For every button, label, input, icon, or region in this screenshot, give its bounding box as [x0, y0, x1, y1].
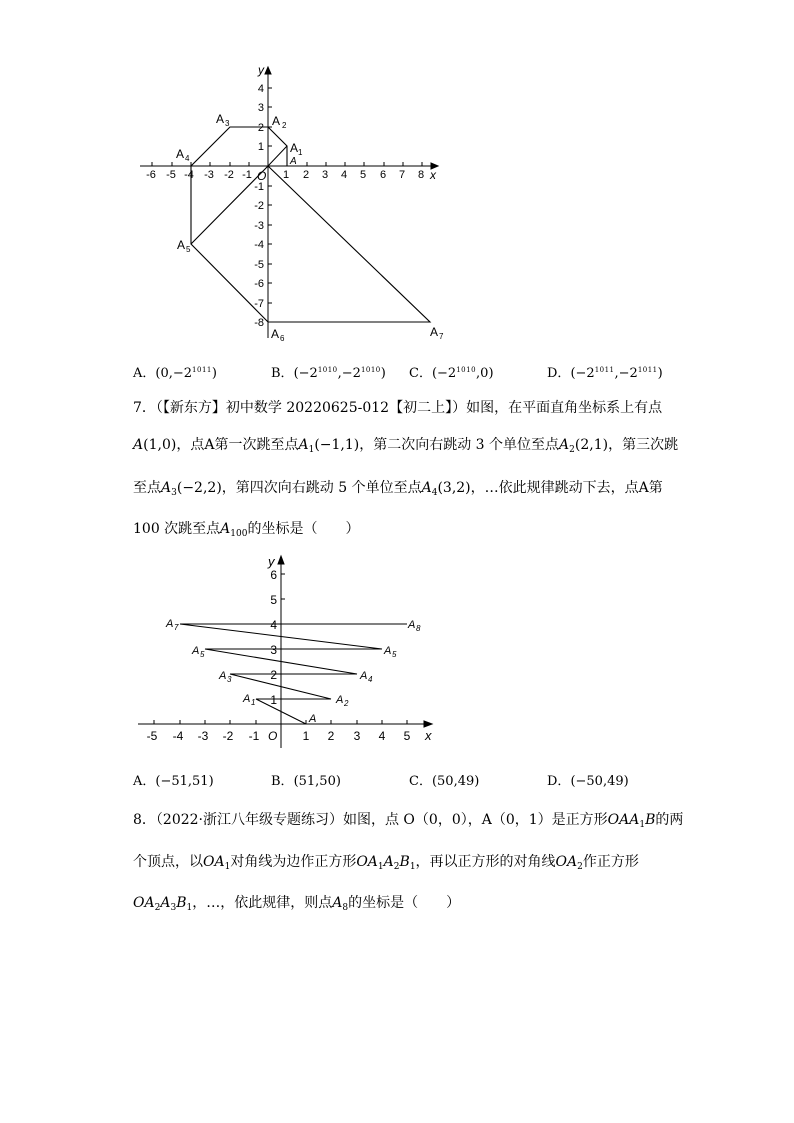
svg-text:3: 3	[225, 119, 230, 128]
svg-text:4: 4	[185, 154, 190, 163]
option-letter: C．	[409, 774, 432, 789]
x-tick-label: 1	[302, 729, 310, 743]
svg-text:5: 5	[186, 245, 191, 254]
point-label-a5	[177, 238, 191, 254]
y-tick-label: 1	[270, 693, 277, 707]
x-tick-labels	[147, 729, 411, 743]
q6-option-a[interactable]	[133, 362, 217, 381]
point-label-a7	[165, 618, 179, 632]
y-tick-label: -2	[254, 200, 264, 212]
svg-text:1: 1	[251, 698, 256, 707]
option-value: (−51,51)	[155, 774, 214, 789]
point-label-a6	[271, 327, 285, 343]
q6-option-d[interactable]	[547, 362, 663, 381]
x-tick-label: -3	[204, 169, 214, 181]
segment-o-a1	[268, 146, 287, 166]
point-label-a4	[176, 147, 190, 163]
x-tick-label: 7	[398, 169, 406, 181]
option-value: $(0,-2^{1011})$	[155, 366, 217, 381]
x-tick-label: -1	[242, 169, 252, 181]
x-tick-label: -2	[222, 729, 234, 743]
point-label-a8	[407, 619, 421, 633]
point-label-a1	[290, 141, 303, 157]
option-letter: D．	[547, 366, 571, 381]
y-axis-arrow	[278, 556, 284, 564]
x-tick-label: 2	[302, 169, 310, 181]
point-label-a4	[359, 670, 373, 684]
q7-option-c[interactable]	[409, 770, 479, 789]
svg-text:A: A	[192, 645, 200, 657]
q8-line-2: 个顶点，以$OA_1$对角线为边作正方形$OA_1A_2B_1$，再以正方形的对角线$OA_2$作正方形	[133, 854, 639, 872]
q7-option-d[interactable]	[547, 770, 629, 789]
x-tick-label: 8	[417, 169, 425, 181]
x-tick-label: -4	[172, 729, 184, 743]
x-axis-label: x	[430, 168, 436, 182]
svg-text:7: 7	[174, 623, 179, 632]
x-tick-label: -5	[146, 729, 158, 743]
option-letter: B．	[271, 774, 294, 789]
svg-text:2: 2	[282, 121, 287, 130]
y-tick-label: -3	[254, 220, 264, 232]
y-tick-label: -4	[254, 239, 264, 251]
y-tick-label: 2	[257, 122, 264, 134]
y-tick-label: 3	[270, 643, 277, 657]
q6-option-c[interactable]	[409, 362, 494, 381]
option-value: (51,50)	[293, 774, 341, 789]
option-letter: A．	[133, 366, 156, 381]
option-value: (−50,49)	[570, 774, 629, 789]
origin-label: O	[257, 169, 267, 183]
x-tick-label: -4	[184, 169, 194, 181]
x-tick-label: 1	[282, 169, 290, 181]
svg-text:A: A	[216, 112, 225, 126]
y-tick-label: 4	[270, 618, 277, 632]
svg-text:A: A	[408, 619, 416, 631]
y-tick-label: 4	[257, 83, 264, 95]
y-tick-labels	[270, 568, 277, 707]
svg-text:A: A	[219, 670, 227, 682]
q7-option-b[interactable]	[271, 770, 341, 789]
point-label-a: A	[290, 156, 297, 167]
y-tick-label: 2	[270, 668, 277, 682]
q7-line-2: A(1,0)，点A第一次跳至点$A_1(-1,1)$，第二次向右跳动 3 个单位至点$A_2(2,1)$，第三次跳	[133, 437, 679, 455]
x-tick-label: -3	[197, 729, 209, 743]
x-tick-label: 4	[340, 169, 348, 181]
option-value: $(-2^{1010},0)$	[431, 366, 494, 381]
svg-text:A: A	[176, 147, 185, 161]
y-axis-arrow	[265, 67, 271, 74]
q8-line-1: 8．（2022·浙江八年级专题练习）如图，点 O（0，0），A（0，1）是正方形$OAA_1B$的两	[133, 812, 684, 830]
y-tick-label: -1	[254, 181, 264, 193]
svg-text:A: A	[177, 238, 186, 252]
option-value: (50,49)	[431, 774, 480, 789]
x-tick-label: 6	[379, 169, 387, 181]
y-tick-labels	[254, 83, 267, 329]
option-value: $(-2^{1011},-2^{1011})$	[570, 366, 663, 381]
point-label-a: A	[309, 713, 317, 725]
y-tick-label: 3	[257, 102, 264, 114]
svg-text:A: A	[430, 325, 439, 339]
svg-text:8: 8	[416, 624, 421, 633]
y-tick-label: 1	[257, 141, 264, 153]
x-axis-arrow	[424, 721, 432, 727]
x-tick-label: -1	[248, 729, 260, 743]
y-tick-label: -8	[254, 317, 264, 329]
x-tick-label: -5	[166, 169, 176, 181]
point-label-a7	[430, 325, 444, 341]
point-label-a1	[242, 693, 255, 707]
point-label-a5-left	[191, 645, 205, 659]
svg-text:A: A	[336, 694, 344, 706]
svg-text:A: A	[272, 114, 281, 128]
q7-line-1: 7．（【新东方】初中数学 20220625-012【初二上】）如图，在平面直角坐标系上有点	[133, 400, 663, 416]
figure-1-coordinate-plane	[0, 0, 794, 360]
x-tick-labels	[146, 169, 424, 181]
option-letter: C．	[409, 366, 432, 381]
spiral-path	[191, 127, 430, 322]
y-axis-label: y	[268, 554, 275, 569]
x-tick-label: 2	[327, 729, 335, 743]
svg-text:7: 7	[439, 332, 444, 341]
svg-text:A: A	[290, 141, 299, 155]
x-tick-label: 5	[359, 169, 367, 181]
svg-text:2: 2	[344, 699, 349, 708]
x-tick-label: 3	[353, 729, 361, 743]
option-letter: B．	[271, 366, 294, 381]
svg-text:3: 3	[227, 675, 232, 684]
x-tick-label: 3	[321, 169, 329, 181]
svg-text:5: 5	[392, 650, 397, 659]
point-label-a2	[272, 114, 287, 130]
svg-text:6: 6	[280, 334, 285, 343]
point-label-a5-right	[383, 645, 397, 659]
point-label-a3	[216, 112, 230, 128]
svg-text:A: A	[271, 327, 280, 341]
svg-text:A: A	[243, 693, 251, 705]
y-tick-label: -6	[254, 278, 264, 290]
point-label-a2	[335, 694, 349, 708]
svg-text:4: 4	[368, 675, 373, 684]
q7-option-a[interactable]	[133, 770, 214, 789]
x-tick-label: -6	[146, 169, 156, 181]
x-axis-label: x	[425, 728, 432, 743]
option-letter: D．	[547, 774, 571, 789]
y-tick-label: 6	[270, 568, 277, 582]
q8-line-3: $OA_2A_3B_1$，…，依此规律，则点$A_8$的坐标是（ ）	[133, 895, 461, 913]
figure-2-coordinate-plane	[0, 548, 794, 748]
svg-text:A: A	[384, 645, 392, 657]
q6-option-b[interactable]	[271, 362, 386, 381]
svg-text:1: 1	[298, 148, 303, 157]
x-tick-label: 5	[403, 729, 411, 743]
svg-text:A: A	[166, 618, 174, 630]
option-letter: A．	[133, 774, 156, 789]
svg-text:A: A	[360, 670, 368, 682]
q7-line-3: 至点$A_3(-2,2)$，第四次向右跳动 5 个单位至点$A_4(3,2)$，…依此规律跳动下去，点A第	[133, 480, 663, 498]
point-label-a3	[218, 670, 232, 684]
y-axis-label: y	[258, 63, 264, 77]
y-tick-label: 5	[270, 593, 277, 607]
x-tick-label: -2	[224, 169, 234, 181]
y-tick-label: -5	[254, 259, 264, 271]
zigzag-path	[180, 624, 407, 724]
svg-text:5: 5	[200, 650, 205, 659]
origin-label: O	[268, 729, 278, 743]
x-tick-label: 4	[378, 729, 386, 743]
q7-line-4: 100 次跳至点$A_{100}$的坐标是（ ）	[133, 521, 360, 539]
y-tick-label: -7	[254, 298, 264, 310]
option-value: $(-2^{1010},-2^{1010})$	[293, 366, 386, 381]
